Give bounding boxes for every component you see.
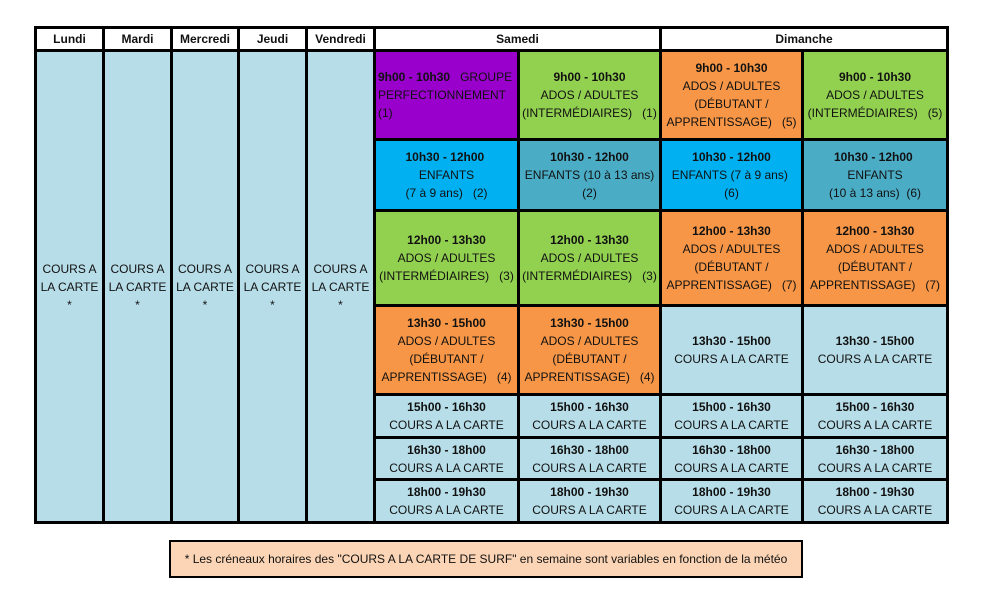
weekday-cell-vendredi (307, 51, 375, 523)
slot-dimanche-debutant-12h (661, 211, 803, 306)
weekday-text-line2: LA CARTE * (311, 279, 370, 312)
slot-number: (1) (642, 106, 657, 121)
slot-label: COURS A LA CARTE (817, 418, 933, 433)
slot-dimanche-16h30-b (803, 437, 948, 480)
slot-label: (DÉBUTANT / (552, 352, 627, 367)
slot-label: COURS A LA CARTE (389, 503, 504, 518)
slot-samedi-18h00-b (519, 480, 661, 523)
weekday-text-line1: COURS A (110, 261, 165, 276)
slot-label: (DÉBUTANT / (694, 260, 769, 275)
slot-dimanche-debutant-12h-b (803, 211, 948, 306)
schedule-row-9h00 (36, 51, 948, 140)
slot-label: APPRENTISSAGE) (666, 278, 772, 293)
slot-time: 16h30 - 18h00 (692, 442, 771, 457)
slot-dimanche-15h00-b (803, 395, 948, 438)
slot-label: COURS A LA CARTE (674, 460, 789, 475)
slot-time: 12h00 - 13h30 (407, 233, 486, 248)
slot-samedi-15h00-b (519, 395, 661, 438)
slot-time: 9h00 - 10h30 (378, 70, 451, 85)
slot-label: ADOS / ADULTES (826, 88, 924, 103)
weekday-cell-mardi (104, 51, 172, 523)
slot-dimanche-carte-13h30-b (803, 306, 948, 395)
slot-time: 9h00 - 10h30 (695, 61, 768, 76)
slot-label: (INTERMÉDIAIRES) (522, 106, 633, 121)
slot-label: COURS A LA CARTE (674, 503, 789, 518)
slot-samedi-18h00 (375, 480, 519, 523)
slot-label: (7 à 9 ans) (405, 186, 463, 201)
slot-label: (INTERMÉDIAIRES) (807, 106, 918, 121)
footnote: * Les créneaux horaires des "COURS A LA CARTE DE SURF" en semaine sont variables en fonction de la météo (169, 540, 803, 578)
slot-label: COURS A LA CARTE (389, 460, 504, 475)
day-header-samedi: Samedi (375, 28, 661, 51)
slot-time: 12h00 - 13h30 (692, 224, 771, 239)
slot-time: 16h30 - 18h00 (550, 442, 629, 457)
slot-dimanche-15h00 (661, 395, 803, 438)
slot-label: ADOS / ADULTES (682, 79, 781, 94)
slot-dimanche-enfants-7-9 (661, 140, 803, 211)
surf-schedule-table (34, 26, 949, 524)
slot-time: 10h30 - 12h00 (405, 150, 485, 165)
slot-number: (6) (724, 186, 739, 201)
weekday-text-line1: COURS A (313, 261, 368, 276)
slot-time: 18h00 - 19h30 (692, 485, 771, 500)
slot-label: (DÉBUTANT / (837, 260, 913, 275)
slot-label: ADOS / ADULTES (826, 242, 924, 257)
slot-time: 15h00 - 16h30 (407, 400, 486, 415)
slot-label: APPRENTISSAGE) (666, 115, 772, 130)
weekday-cell-lundi (36, 51, 104, 523)
weekday-cell-mercredi (172, 51, 239, 523)
slot-time: 9h00 - 10h30 (553, 70, 626, 85)
slot-time: 10h30 - 12h00 (550, 150, 629, 165)
slot-samedi-intermediaires-12h-b (519, 211, 661, 306)
slot-label: ENFANTS (10 à 13 ans) (524, 168, 655, 183)
slot-samedi-intermediaires-12h (375, 211, 519, 306)
slot-time: 10h30 - 12h00 (692, 150, 771, 165)
slot-dimanche-18h00-b (803, 480, 948, 523)
slot-samedi-intermediaires-9h (519, 51, 661, 140)
day-header-dimanche: Dimanche (661, 28, 948, 51)
slot-label: (INTERMÉDIAIRES) (379, 269, 490, 284)
slot-label: APPRENTISSAGE) (809, 278, 916, 293)
weekday-text-line2: LA CARTE * (108, 279, 167, 312)
weekday-text-line2: LA CARTE * (176, 279, 234, 312)
slot-time: 18h00 - 19h30 (835, 485, 915, 500)
header-row (36, 28, 948, 51)
day-header-mardi: Mardi (104, 28, 172, 51)
slot-number: (2) (472, 186, 488, 201)
slot-label: (INTERMÉDIAIRES) (522, 269, 633, 284)
day-header-mercredi: Mercredi (172, 28, 239, 51)
day-header-vendredi: Vendredi (307, 28, 375, 51)
slot-dimanche-carte-13h30 (661, 306, 803, 395)
slot-samedi-perfectionnement (375, 51, 519, 140)
slot-time: 13h30 - 15h00 (692, 334, 771, 349)
slot-dimanche-intermediaires-9h (803, 51, 948, 140)
slot-number: (5) (781, 115, 797, 130)
slot-time: 13h30 - 15h00 (550, 316, 629, 331)
slot-label: ENFANTS (418, 168, 475, 183)
weekday-text-line1: COURS A (177, 261, 232, 276)
slot-number: (4) (639, 370, 655, 385)
slot-samedi-enfants-7-9 (375, 140, 519, 211)
slot-time: 15h00 - 16h30 (550, 400, 629, 415)
slot-label: (10 à 13 ans) (828, 186, 900, 201)
slot-label: ADOS / ADULTES (682, 242, 781, 257)
slot-label: COURS A LA CARTE (817, 503, 933, 518)
day-header-lundi: Lundi (36, 28, 104, 51)
day-header-jeudi: Jeudi (239, 28, 307, 51)
slot-samedi-debutant-13h30-b (519, 306, 661, 395)
slot-label: COURS A LA CARTE (674, 352, 789, 367)
slot-time: 16h30 - 18h00 (407, 442, 486, 457)
slot-dimanche-debutant-9h (661, 51, 803, 140)
weekday-text-line1: COURS A (42, 261, 97, 276)
slot-label: ENFANTS (7 à 9 ans) (671, 168, 788, 183)
slot-time: 15h00 - 16h30 (835, 400, 915, 415)
weekday-text-line2: LA CARTE * (40, 279, 99, 312)
slot-samedi-16h30 (375, 437, 519, 480)
slot-samedi-debutant-13h30 (375, 306, 519, 395)
slot-label: ADOS / ADULTES (397, 334, 496, 349)
slot-time: 12h00 - 13h30 (835, 224, 915, 239)
slot-label: COURS A LA CARTE (817, 352, 933, 367)
slot-label: (DÉBUTANT / (409, 352, 484, 367)
slot-dimanche-18h00 (661, 480, 803, 523)
slot-samedi-16h30-b (519, 437, 661, 480)
slot-number: (7) (925, 278, 941, 293)
slot-label: COURS A LA CARTE (532, 418, 647, 433)
slot-samedi-enfants-10-13 (519, 140, 661, 211)
slot-time: 9h00 - 10h30 (838, 70, 912, 85)
slot-label: COURS A LA CARTE (674, 418, 789, 433)
slot-number: (3) (642, 269, 657, 284)
slot-time: 16h30 - 18h00 (835, 442, 915, 457)
slot-label: COURS A LA CARTE (817, 460, 933, 475)
slot-number: (4) (496, 370, 512, 385)
slot-number: (2) (582, 186, 597, 201)
slot-label: ADOS / ADULTES (540, 334, 639, 349)
weekday-text-line2: LA CARTE * (243, 279, 302, 312)
slot-label: COURS A LA CARTE (532, 503, 647, 518)
slot-label: (DÉBUTANT / (694, 97, 769, 112)
slot-time: 18h00 - 19h30 (407, 485, 486, 500)
slot-label: GROUPE PERFECTIONNEMENT (1) (378, 70, 513, 121)
slot-number: (5) (927, 106, 943, 121)
slot-label: ADOS / ADULTES (540, 251, 639, 266)
slot-samedi-15h00 (375, 395, 519, 438)
slot-dimanche-16h30 (661, 437, 803, 480)
slot-label: APPRENTISSAGE) (524, 370, 630, 385)
slot-label: APPRENTISSAGE) (381, 370, 487, 385)
weekday-text-line1: COURS A (245, 261, 300, 276)
slot-number: (3) (499, 269, 514, 284)
slot-time: 12h00 - 13h30 (550, 233, 629, 248)
slot-dimanche-enfants-10-13 (803, 140, 948, 211)
slot-label: ADOS / ADULTES (397, 251, 496, 266)
slot-time: 10h30 - 12h00 (833, 150, 913, 165)
weekday-cell-jeudi (239, 51, 307, 523)
slot-time: 15h00 - 16h30 (692, 400, 771, 415)
slot-label: ENFANTS (847, 168, 903, 183)
slot-time: 18h00 - 19h30 (550, 485, 629, 500)
slot-label: ADOS / ADULTES (540, 88, 639, 103)
slot-time: 13h30 - 15h00 (835, 334, 915, 349)
slot-time: 13h30 - 15h00 (407, 316, 486, 331)
slot-label: COURS A LA CARTE (532, 460, 647, 475)
slot-number: (7) (781, 278, 797, 293)
slot-number: (6) (906, 186, 922, 201)
slot-label: COURS A LA CARTE (389, 418, 504, 433)
